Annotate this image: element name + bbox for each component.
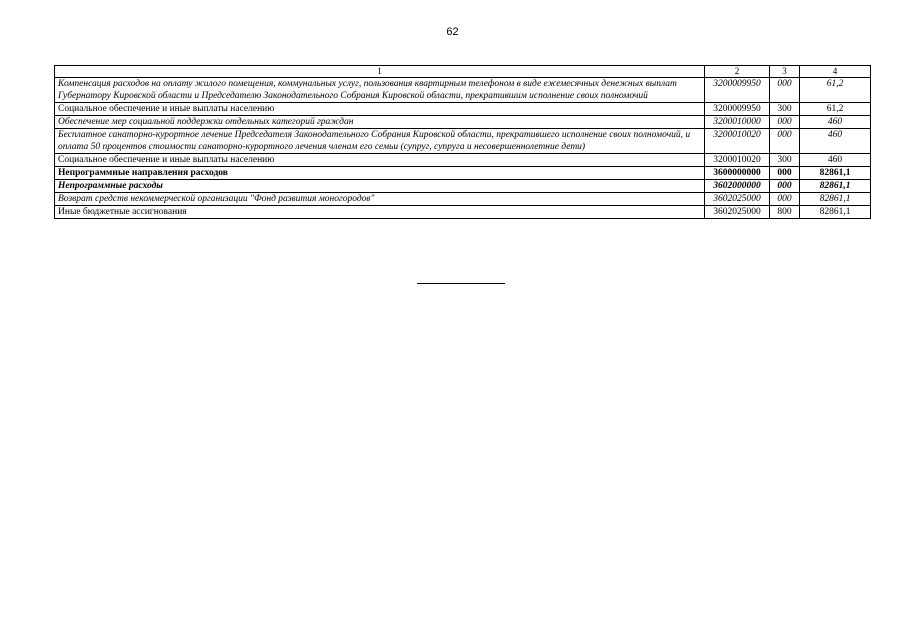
- row-name: Бесплатное санаторно-курортное лечение Председателя Законодательного Собрания Кировской области, прекратившего исполнение своих полномочий, и оплата 50 процентов стоимости санаторно-курортного лечения членам его семьи (супруг, супруга и несовершеннолетние дети): [55, 129, 705, 154]
- row-expense-type: 800: [770, 206, 800, 219]
- table-row: [55, 167, 871, 180]
- table-row: [55, 180, 871, 193]
- row-expense-type: 000: [770, 116, 800, 129]
- table-row: [55, 206, 871, 219]
- table-row: [55, 78, 871, 103]
- row-expense-type: 300: [770, 103, 800, 116]
- table-row: [55, 116, 871, 129]
- row-name: Обеспечение мер социальной поддержки отдельных категорий граждан: [55, 116, 705, 129]
- row-expense-type: 300: [770, 154, 800, 167]
- header-col-3: 3: [770, 66, 800, 78]
- row-name: Возврат средств некоммерческой организации "Фонд развития моногородов": [55, 193, 705, 206]
- row-sum: 460: [800, 116, 871, 129]
- row-code: 3200010000: [705, 116, 770, 129]
- row-expense-type: 000: [770, 193, 800, 206]
- row-code: 3200010020: [705, 154, 770, 167]
- table-row: [55, 154, 871, 167]
- row-sum: 82861,1: [800, 180, 871, 193]
- table-header-row: [55, 66, 871, 78]
- row-name: Непрограммные расходы: [55, 180, 705, 193]
- table-row: [55, 103, 871, 116]
- row-name: Иные бюджетные ассигнования: [55, 206, 705, 219]
- row-name: Социальное обеспечение и иные выплаты населению: [55, 103, 705, 116]
- end-divider: [417, 283, 505, 284]
- row-expense-type: 000: [770, 78, 800, 103]
- row-expense-type: 000: [770, 167, 800, 180]
- row-name: Компенсация расходов на оплату жилого помещения, коммунальных услуг, пользования квартирным телефоном в виде ежемесячных денежных выплат Губернатору Кировской области и Председателю Законодательного Собрания Кировской области, прекратившим исполнение своих полномочий: [55, 78, 705, 103]
- row-code: 3200009950: [705, 78, 770, 103]
- row-name: Непрограммные направления расходов: [55, 167, 705, 180]
- budget-table: [54, 65, 871, 219]
- row-code: 3200009950: [705, 103, 770, 116]
- table-body: [55, 78, 871, 219]
- row-sum: 460: [800, 154, 871, 167]
- row-sum: 82861,1: [800, 193, 871, 206]
- table-row: [55, 193, 871, 206]
- row-sum: 82861,1: [800, 206, 871, 219]
- row-name: Социальное обеспечение и иные выплаты населению: [55, 154, 705, 167]
- page-number: 62: [446, 26, 459, 38]
- row-sum: 460: [800, 129, 871, 154]
- row-expense-type: 000: [770, 129, 800, 154]
- row-expense-type: 000: [770, 180, 800, 193]
- row-sum: 61,2: [800, 103, 871, 116]
- header-col-4: 4: [800, 66, 871, 78]
- row-code: 3602000000: [705, 180, 770, 193]
- row-code: 3602025000: [705, 206, 770, 219]
- row-sum: 61,2: [800, 78, 871, 103]
- row-sum: 82861,1: [800, 167, 871, 180]
- table-row: [55, 129, 871, 154]
- header-col-1: 1: [55, 66, 705, 78]
- row-code: 3200010020: [705, 129, 770, 154]
- row-code: 3600000000: [705, 167, 770, 180]
- row-code: 3602025000: [705, 193, 770, 206]
- header-col-2: 2: [705, 66, 770, 78]
